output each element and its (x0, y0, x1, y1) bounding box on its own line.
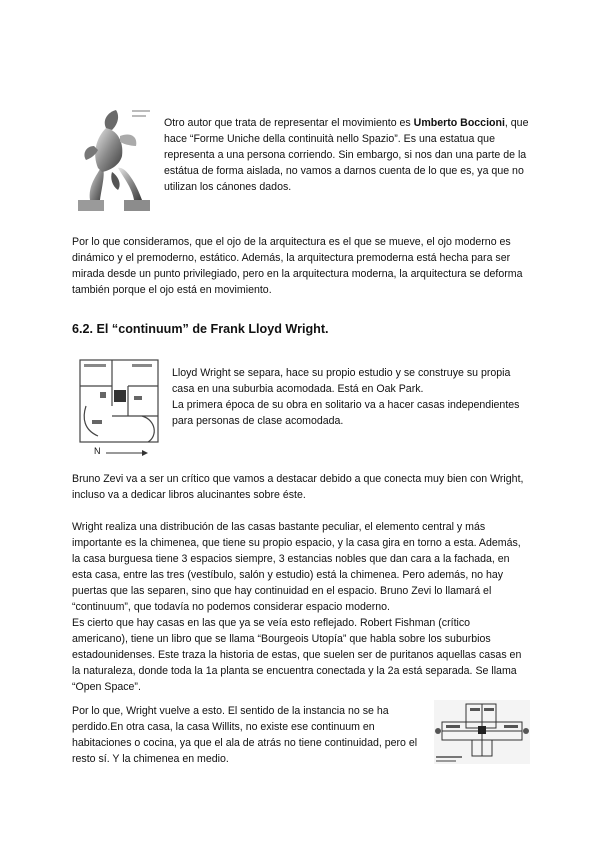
section-title: 6.2. El “continuum” de Frank Lloyd Wright. (72, 322, 329, 336)
wright-intro-line1: Lloyd Wright se separa, hace su propio estudio y se construye su propia casa en una suburbia acomodada. Está en Oak Park. (172, 367, 511, 395)
fishman-paragraph: Es cierto que hay casas en las que ya se veía esto reflejado. Robert Fishman (crítico americano), tiene un libro que se llama “Bourgeois Utopía” que habla sobre los suburbios estadounidenses. Este traza la historia de estas, que suelen ser de puritanos aquellas casas en la naturaleza, donde toda la 1a planta se encuentra conectada y la 2a está separada. Se llama “Open Space”. (72, 617, 522, 693)
wright-intro-line2: La primera época de su obra en solitario va a hacer casas independientes para personas de clase acomodada. (172, 398, 520, 427)
boccioni-name: Umberto Boccioni (413, 117, 505, 129)
zevi-paragraph: Bruno Zevi va a ser un crítico que vamos a destacar debido a que conecta muy bien con Wright, incluso va a dedicar libros alucinantes sobre éste. (72, 473, 524, 501)
boccioni-text-post: , que hace “Forme Uniche della continuità nello Spazio”. Es una estatua que representa a una persona corriendo. Sin embargo, si nos dan una parte de la estátua de forma aislada, no vamos a darnos cuenta de lo que es, ya que no utilizan los cánones dados. (164, 117, 529, 193)
oak-park-plan-image (72, 356, 168, 462)
distribution-paragraph: Wright realiza una distribución de las casas bastante peculiar, el elemento central y más importante es la chimenea, que tiene su propio espacio, y la casa gira en torno a esta. Además, la casa burguesa tiene 3 espacios siempre, 3 estancias nobles que dan cara a la fachada, en esta casa, entre las tres (vestíbulo, salón y estudio) está la chimenea. Pero además, no hay puertas que las separen, sino que hay continuidad en el espacio. Bruno Zevi lo llamará el “continuum”, que todavía no podemos considerar espacio moderno. (72, 521, 521, 613)
boccioni-paragraph (164, 116, 530, 196)
boccioni-text-pre: Otro autor que trata de representar el movimiento es (164, 117, 414, 129)
north-label: N (94, 446, 101, 456)
wright-intro (172, 366, 532, 430)
willits-plan-image (434, 700, 530, 764)
willits-paragraph: Por lo que, Wright vuelve a esto. El sentido de la instancia no se ha perdido.En otra casa, la casa Willits, no existe ese continuum en habitaciones o cocina, ya que el ala de atrás no tiene continuidad, pero el resto sí. Y la chimenea en medio. (72, 705, 418, 765)
boccioni-statue-image (72, 106, 154, 214)
eye-paragraph: Por lo que consideramos, que el ojo de la arquitectura es el que se mueve, el ojo moderno es dinámico y el premoderno, estático. Además, la arquitectura premoderna está hecha para ser mirada desde un punto privilegiado, pero en la arquitectura moderna, la arquitectura se deforma también porque el ojo está en movimiento. (72, 236, 523, 296)
